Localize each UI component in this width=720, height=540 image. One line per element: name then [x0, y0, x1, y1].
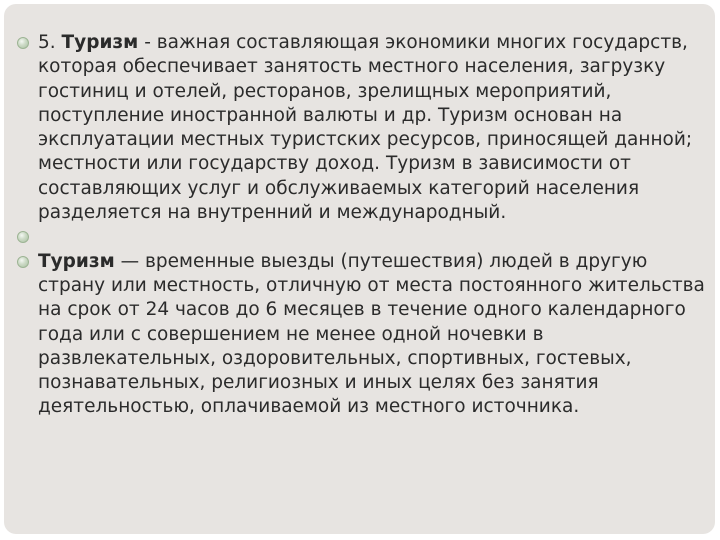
bullet-marker-icon: [17, 231, 29, 243]
bullet-term: Туризм: [38, 250, 115, 272]
bullet-text: — временные выезды (путешествия) людей в другую страну или местность, отличную от места постоянного жительства на срок от 24 часов до 6 месяцев в течение одного календарного года или с совершением не менее одной ночевки в развлекательных, оздоровительных, спортивных, гостевых, познавательных, религиозных и иных целях без занятия деятельностью, оплачиваемой из местного источника.: [38, 250, 705, 418]
bullet-item-tourism-economy: [14, 31, 714, 225]
bullet-item-tourism-definition: [14, 250, 714, 420]
bullet-prefix: 5.: [38, 32, 62, 53]
bullet-marker-icon: [17, 37, 29, 49]
bullet-list: [14, 31, 714, 420]
bullet-term: Туризм: [61, 32, 139, 53]
bullet-text: - важная составляющая экономики многих государств, которая обеспечивает занятость местного населения, загрузку гостиниц и отелей, ресторанов, зрелищных мероприятий, поступление иностранной валюты и др. Туризм основан на эксплуатации местных туристских ресурсов, приносящей данной; местности или государству доход. Туризм в зависимости от составляющих услуг и обслуживаемых категорий населения разделяется на внутренний и международный.: [38, 32, 693, 224]
bullet-item-empty: [14, 225, 714, 249]
bullet-marker-icon: [17, 256, 29, 268]
